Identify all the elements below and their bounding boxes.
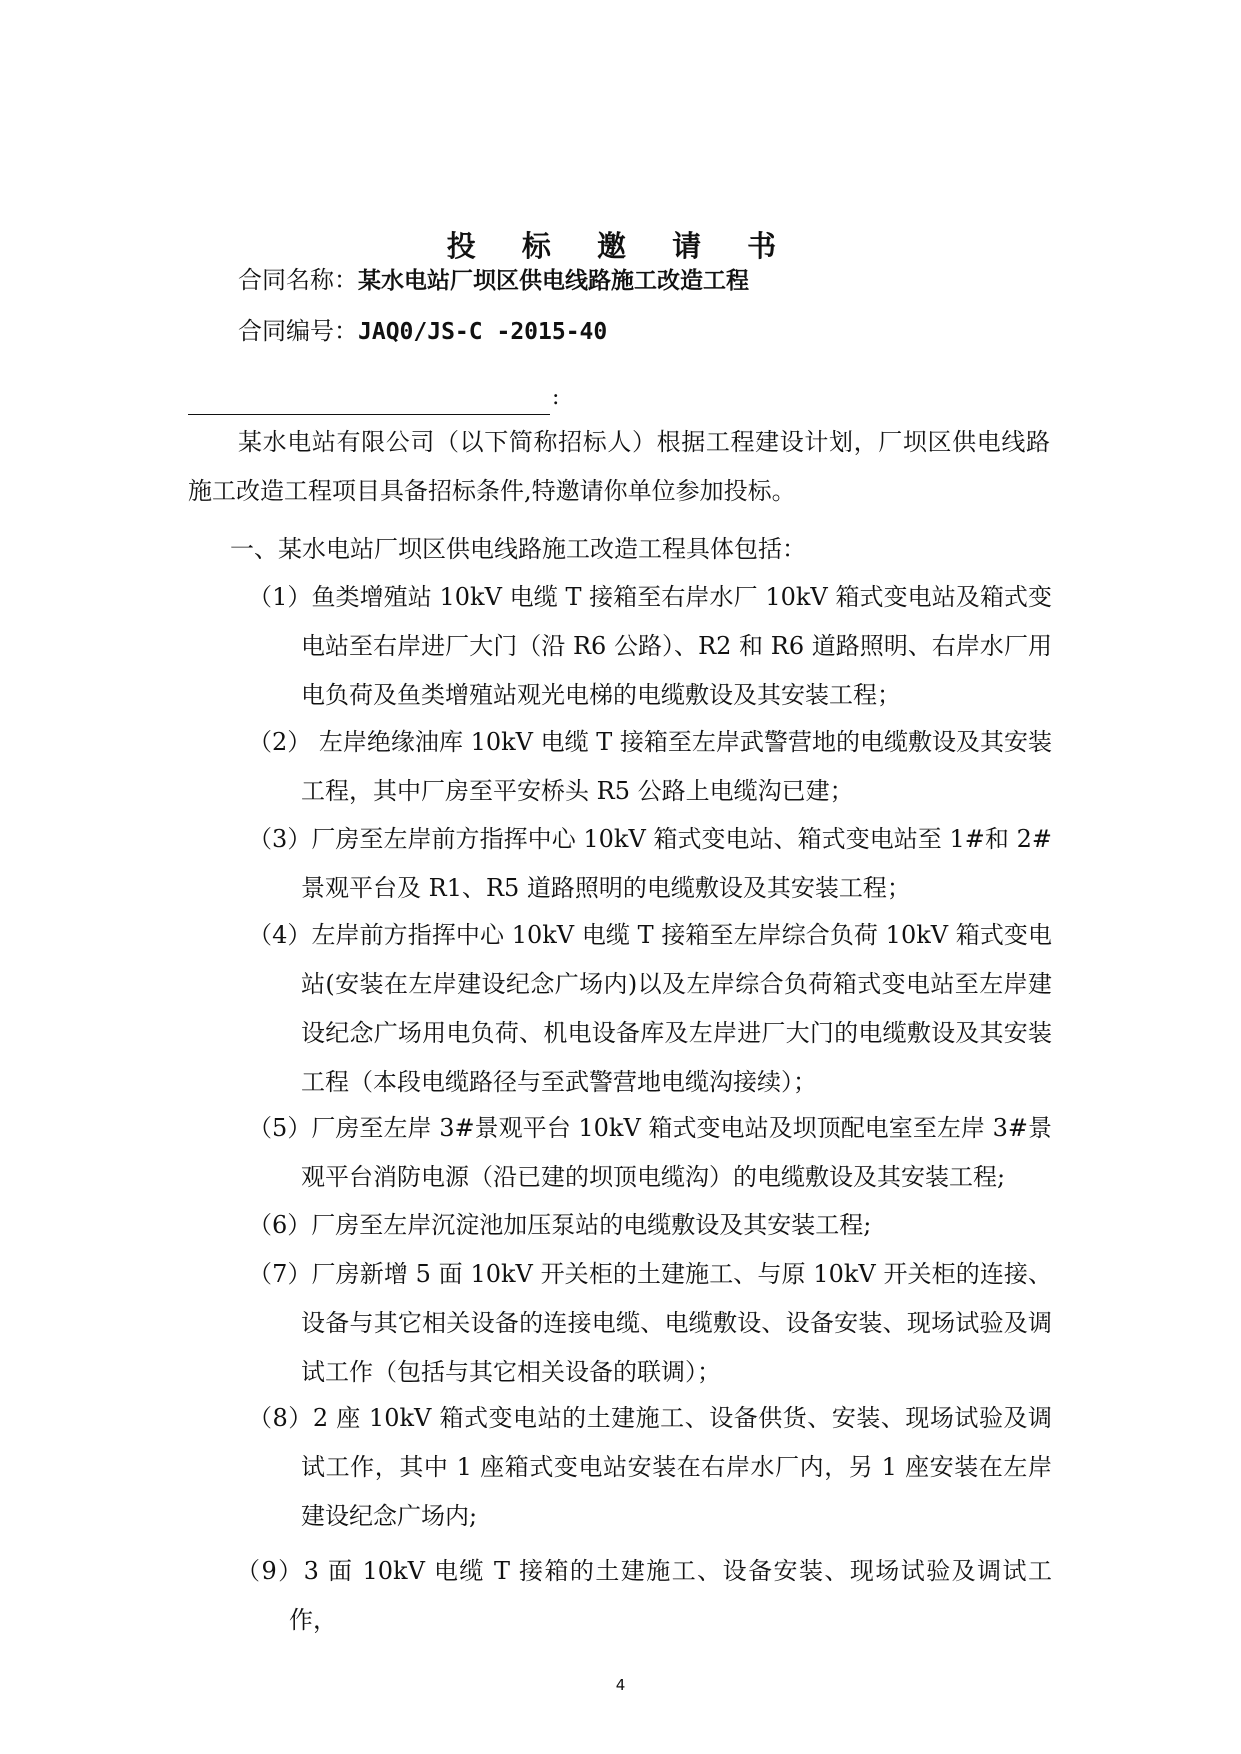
- contract-number-value: JAQ0/JS-C -2015-40: [358, 319, 608, 345]
- scope-item-3: （3）厂房至左岸前方指挥中心 10kV 箱式变电站、箱式变电站至 1#和 2#景观平台及 R1、R5 道路照明的电缆敷设及其安装工程；: [248, 825, 1052, 902]
- addressee-colon: :: [552, 385, 560, 410]
- scope-item-8: （8）2 座 10kV 箱式变电站的土建施工、设备供货、安装、现场试验及调试工作，其中 1 座箱式变电站安装在右岸水厂内，另 1 座安装在左岸建设纪念广场内;: [248, 1404, 1052, 1530]
- contract-number-line: [238, 311, 607, 352]
- scope-item-1: （1）鱼类增殖站 10kV 电缆 T 接箱至右岸水厂 10kV 箱式变电站及箱式变电站至右岸进厂大门（沿 R6 公路）、R2 和 R6 道路照明、右岸水厂用电负荷及鱼类增殖站观光电梯的电缆敷设及其安装工程；: [248, 583, 1052, 709]
- scope-item-7: （7）厂房新增 5 面 10kV 开关柜的土建施工、与原 10kV 开关柜的连接、设备与其它相关设备的连接电缆、电缆敷设、设备安装、现场试验及调试工作（包括与其它相关设备的联调）；: [248, 1260, 1052, 1386]
- section-heading: 一、某水电站厂坝区供电线路施工改造工程具体包括：: [230, 535, 806, 563]
- scope-item-5: （5）厂房至左岸 3#景观平台 10kV 箱式变电站及坝顶配电室至左岸 3#景观平台消防电源（沿已建的坝顶电缆沟）的电缆敷设及其安装工程;: [248, 1114, 1052, 1191]
- scope-item-6: （6）厂房至左岸沉淀池加压泵站的电缆敷设及其安装工程;: [248, 1211, 872, 1239]
- contract-number-label: 合同编号：: [238, 317, 358, 345]
- contract-name-label: 合同名称：: [238, 266, 358, 294]
- scope-item-2: （2） 左岸绝缘油库 10kV 电缆 T 接箱至左岸武警营地的电缆敷设及其安装工程，其中厂房至平安桥头 R5 公路上电缆沟已建；: [248, 728, 1052, 805]
- scope-item-4: （4）左岸前方指挥中心 10kV 电缆 T 接箱至左岸综合负荷 10kV 箱式变电站(安装在左岸建设纪念广场内)以及左岸综合负荷箱式变电站至左岸建设纪念广场用电负荷、机电设备库及左岸进厂大门的电缆敷设及其安装工程（本段电缆路径与至武警营地电缆沟接续）；: [248, 921, 1052, 1096]
- scope-item-9: （9）3 面 10kV 电缆 T 接箱的土建施工、设备安装、现场试验及调试工作，: [236, 1557, 1052, 1634]
- intro-paragraph: 某水电站有限公司（以下简称招标人）根据工程建设计划，厂坝区供电线路施工改造工程项目具备招标条件,特邀请你单位参加投标。: [188, 428, 1050, 505]
- addressee-blank-line: [188, 384, 550, 415]
- page-number: 4: [615, 1676, 626, 1694]
- contract-name-value: 某水电站厂坝区供电线路施工改造工程: [358, 268, 749, 294]
- contract-name-line: [238, 260, 749, 301]
- document-title: 投 标 邀 请 书: [446, 229, 795, 263]
